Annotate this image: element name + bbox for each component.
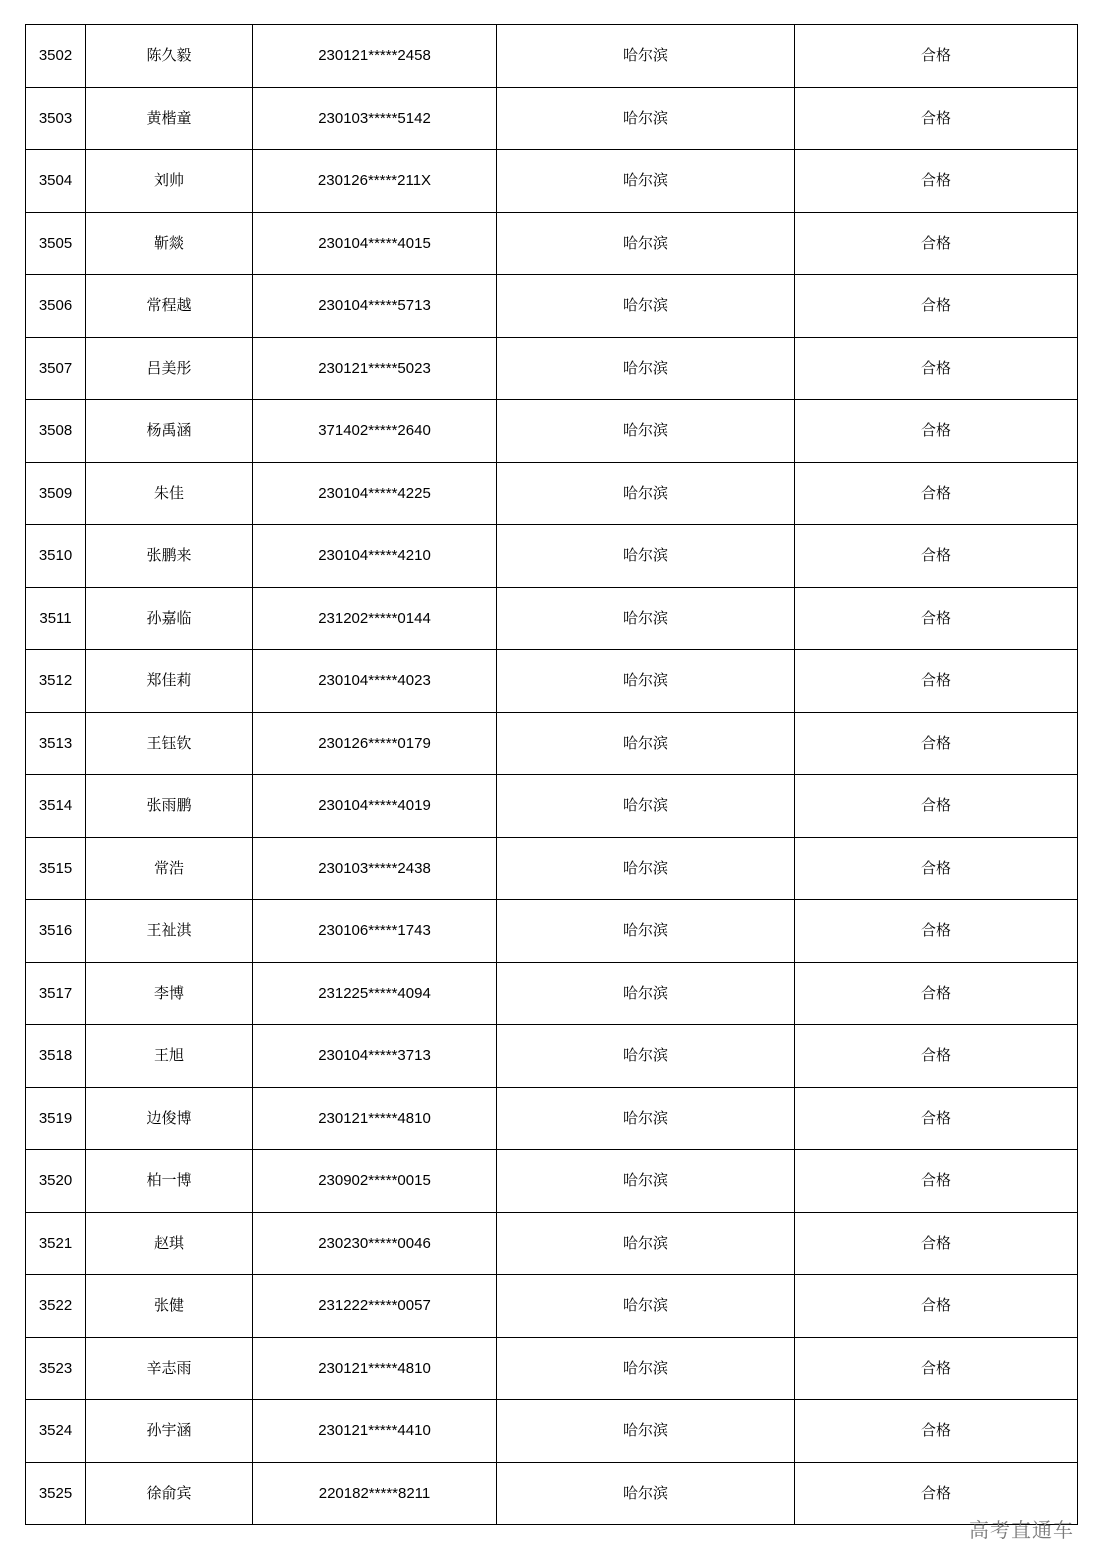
cell-result: 合格 <box>795 1212 1078 1275</box>
cell-serial-number: 3504 <box>26 150 86 213</box>
cell-id-number: 230104*****4015 <box>253 212 497 275</box>
cell-name: 孙宇涵 <box>86 1400 253 1463</box>
cell-name: 王祉淇 <box>86 900 253 963</box>
table-row <box>26 1462 1078 1525</box>
cell-name: 朱佳 <box>86 462 253 525</box>
table-row <box>26 1337 1078 1400</box>
cell-city: 哈尔滨 <box>497 1150 795 1213</box>
cell-city: 哈尔滨 <box>497 400 795 463</box>
roster-body <box>26 25 1078 1525</box>
cell-city: 哈尔滨 <box>497 1087 795 1150</box>
table-row <box>26 1150 1078 1213</box>
cell-city: 哈尔滨 <box>497 1025 795 1088</box>
cell-serial-number: 3513 <box>26 712 86 775</box>
cell-result: 合格 <box>795 525 1078 588</box>
cell-serial-number: 3509 <box>26 462 86 525</box>
cell-name: 常程越 <box>86 275 253 338</box>
cell-city: 哈尔滨 <box>497 900 795 963</box>
cell-serial-number: 3521 <box>26 1212 86 1275</box>
cell-serial-number: 3523 <box>26 1337 86 1400</box>
cell-id-number: 231222*****0057 <box>253 1275 497 1338</box>
cell-city: 哈尔滨 <box>497 1275 795 1338</box>
cell-result: 合格 <box>795 1150 1078 1213</box>
cell-serial-number: 3524 <box>26 1400 86 1463</box>
roster-sheet <box>25 24 1078 1525</box>
cell-city: 哈尔滨 <box>497 1337 795 1400</box>
cell-id-number: 230121*****2458 <box>253 25 497 88</box>
cell-serial-number: 3515 <box>26 837 86 900</box>
watermark-text: 高考直通车 <box>969 1518 1074 1542</box>
cell-city: 哈尔滨 <box>497 25 795 88</box>
cell-serial-number: 3511 <box>26 587 86 650</box>
cell-id-number: 230103*****2438 <box>253 837 497 900</box>
table-row <box>26 900 1078 963</box>
cell-id-number: 230121*****5023 <box>253 337 497 400</box>
cell-id-number: 230126*****0179 <box>253 712 497 775</box>
cell-result: 合格 <box>795 962 1078 1025</box>
cell-id-number: 231202*****0144 <box>253 587 497 650</box>
table-row <box>26 150 1078 213</box>
cell-result: 合格 <box>795 1275 1078 1338</box>
table-row <box>26 775 1078 838</box>
table-row <box>26 1087 1078 1150</box>
cell-result: 合格 <box>795 212 1078 275</box>
cell-name: 刘帅 <box>86 150 253 213</box>
cell-name: 吕美彤 <box>86 337 253 400</box>
cell-serial-number: 3508 <box>26 400 86 463</box>
cell-name: 徐俞宾 <box>86 1462 253 1525</box>
cell-name: 边俊博 <box>86 1087 253 1150</box>
cell-serial-number: 3520 <box>26 1150 86 1213</box>
cell-id-number: 230230*****0046 <box>253 1212 497 1275</box>
cell-result: 合格 <box>795 775 1078 838</box>
cell-id-number: 230106*****1743 <box>253 900 497 963</box>
cell-serial-number: 3510 <box>26 525 86 588</box>
cell-city: 哈尔滨 <box>497 150 795 213</box>
cell-name: 张雨鹏 <box>86 775 253 838</box>
cell-result: 合格 <box>795 587 1078 650</box>
cell-id-number: 220182*****8211 <box>253 1462 497 1525</box>
cell-result: 合格 <box>795 25 1078 88</box>
cell-serial-number: 3518 <box>26 1025 86 1088</box>
cell-name: 张健 <box>86 1275 253 1338</box>
cell-name: 王旭 <box>86 1025 253 1088</box>
table-row <box>26 962 1078 1025</box>
cell-name: 常浩 <box>86 837 253 900</box>
cell-id-number: 230126*****211X <box>253 150 497 213</box>
cell-name: 陈久毅 <box>86 25 253 88</box>
cell-id-number: 230104*****4210 <box>253 525 497 588</box>
cell-result: 合格 <box>795 837 1078 900</box>
cell-id-number: 230104*****4019 <box>253 775 497 838</box>
table-row <box>26 462 1078 525</box>
table-row <box>26 1025 1078 1088</box>
cell-serial-number: 3522 <box>26 1275 86 1338</box>
cell-result: 合格 <box>795 712 1078 775</box>
table-row <box>26 87 1078 150</box>
table-row <box>26 1212 1078 1275</box>
cell-name: 黄楷童 <box>86 87 253 150</box>
table-row <box>26 400 1078 463</box>
cell-id-number: 230121*****4410 <box>253 1400 497 1463</box>
cell-city: 哈尔滨 <box>497 1212 795 1275</box>
cell-result: 合格 <box>795 650 1078 713</box>
table-row <box>26 525 1078 588</box>
cell-name: 张鹏来 <box>86 525 253 588</box>
cell-result: 合格 <box>795 1087 1078 1150</box>
table-row <box>26 837 1078 900</box>
cell-city: 哈尔滨 <box>497 775 795 838</box>
table-row <box>26 712 1078 775</box>
cell-id-number: 230104*****3713 <box>253 1025 497 1088</box>
table-row <box>26 337 1078 400</box>
table-row <box>26 1400 1078 1463</box>
table-row <box>26 587 1078 650</box>
cell-id-number: 230902*****0015 <box>253 1150 497 1213</box>
cell-result: 合格 <box>795 1337 1078 1400</box>
cell-name: 柏一博 <box>86 1150 253 1213</box>
cell-city: 哈尔滨 <box>497 462 795 525</box>
cell-id-number: 230104*****4023 <box>253 650 497 713</box>
cell-result: 合格 <box>795 1400 1078 1463</box>
roster-table <box>25 24 1078 1525</box>
cell-serial-number: 3512 <box>26 650 86 713</box>
cell-city: 哈尔滨 <box>497 962 795 1025</box>
cell-result: 合格 <box>795 400 1078 463</box>
table-row <box>26 25 1078 88</box>
cell-name: 郑佳莉 <box>86 650 253 713</box>
cell-result: 合格 <box>795 900 1078 963</box>
cell-result: 合格 <box>795 337 1078 400</box>
cell-result: 合格 <box>795 1025 1078 1088</box>
cell-serial-number: 3505 <box>26 212 86 275</box>
cell-result: 合格 <box>795 1462 1078 1525</box>
cell-name: 孙嘉临 <box>86 587 253 650</box>
cell-id-number: 230103*****5142 <box>253 87 497 150</box>
cell-serial-number: 3519 <box>26 1087 86 1150</box>
table-row <box>26 275 1078 338</box>
table-row <box>26 650 1078 713</box>
cell-city: 哈尔滨 <box>497 650 795 713</box>
cell-name: 杨禹涵 <box>86 400 253 463</box>
cell-name: 赵琪 <box>86 1212 253 1275</box>
cell-id-number: 230121*****4810 <box>253 1087 497 1150</box>
cell-city: 哈尔滨 <box>497 275 795 338</box>
cell-name: 李博 <box>86 962 253 1025</box>
cell-city: 哈尔滨 <box>497 712 795 775</box>
cell-id-number: 230121*****4810 <box>253 1337 497 1400</box>
cell-serial-number: 3506 <box>26 275 86 338</box>
cell-serial-number: 3514 <box>26 775 86 838</box>
table-row <box>26 1275 1078 1338</box>
cell-city: 哈尔滨 <box>497 587 795 650</box>
cell-name: 王钰钦 <box>86 712 253 775</box>
cell-city: 哈尔滨 <box>497 1400 795 1463</box>
cell-result: 合格 <box>795 462 1078 525</box>
cell-name: 靳燚 <box>86 212 253 275</box>
cell-serial-number: 3507 <box>26 337 86 400</box>
cell-id-number: 371402*****2640 <box>253 400 497 463</box>
cell-serial-number: 3503 <box>26 87 86 150</box>
cell-serial-number: 3517 <box>26 962 86 1025</box>
cell-serial-number: 3502 <box>26 25 86 88</box>
cell-id-number: 230104*****5713 <box>253 275 497 338</box>
cell-result: 合格 <box>795 275 1078 338</box>
cell-result: 合格 <box>795 87 1078 150</box>
cell-serial-number: 3525 <box>26 1462 86 1525</box>
cell-city: 哈尔滨 <box>497 87 795 150</box>
cell-city: 哈尔滨 <box>497 837 795 900</box>
cell-result: 合格 <box>795 150 1078 213</box>
cell-id-number: 231225*****4094 <box>253 962 497 1025</box>
cell-city: 哈尔滨 <box>497 212 795 275</box>
cell-city: 哈尔滨 <box>497 525 795 588</box>
cell-serial-number: 3516 <box>26 900 86 963</box>
cell-city: 哈尔滨 <box>497 337 795 400</box>
cell-name: 辛志雨 <box>86 1337 253 1400</box>
table-row <box>26 212 1078 275</box>
cell-id-number: 230104*****4225 <box>253 462 497 525</box>
cell-city: 哈尔滨 <box>497 1462 795 1525</box>
